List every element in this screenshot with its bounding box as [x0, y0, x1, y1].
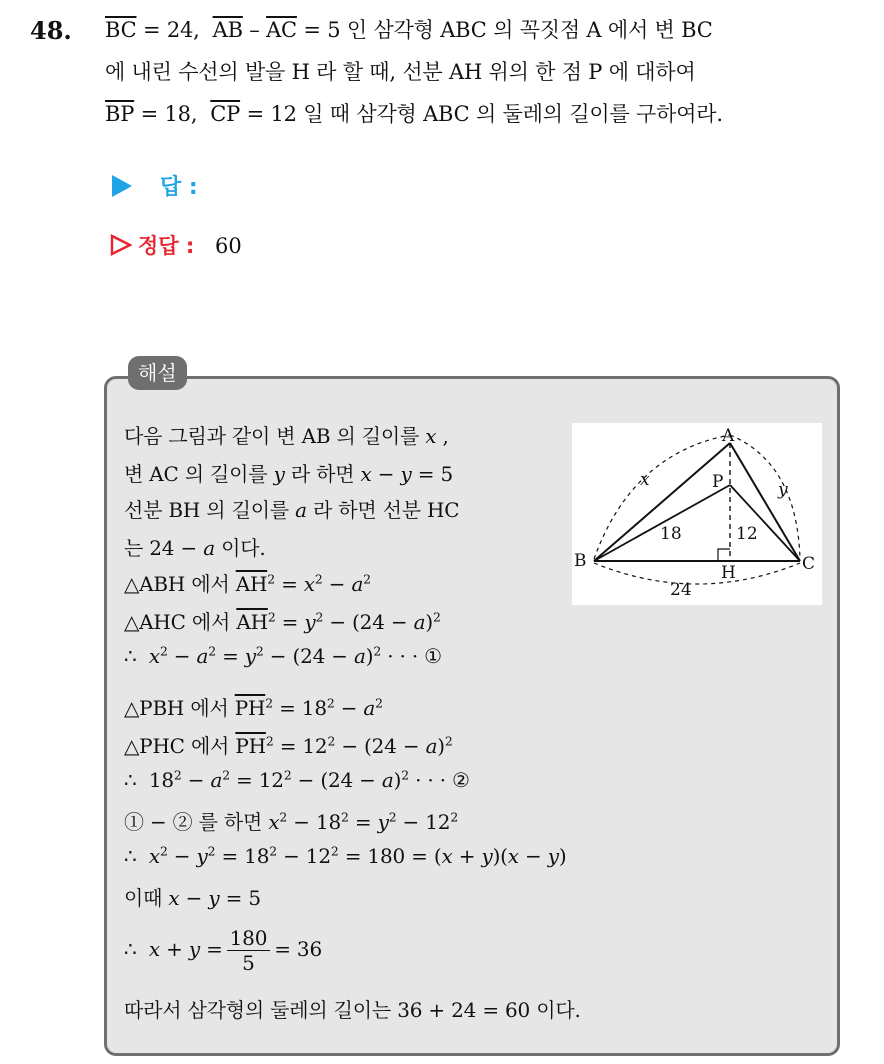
exp: 2: [373, 643, 382, 659]
exp: 2: [255, 643, 264, 659]
t: 다음 그림과 같이 변 AB 의 길이를: [124, 424, 426, 448]
var-x: x: [360, 462, 372, 486]
var-x: x: [441, 844, 453, 868]
segment-ah: $\overline{AH}$: [235, 572, 268, 596]
t: ∴: [124, 644, 149, 668]
t: =: [275, 610, 305, 634]
triangle-diagram: [572, 423, 822, 605]
var-a: a: [413, 610, 426, 634]
answer-label: [112, 170, 198, 201]
problem-number: 48.: [30, 16, 72, 45]
t: ∴: [124, 937, 149, 961]
label-x: x: [640, 470, 650, 490]
var-x: x: [268, 810, 280, 834]
t: −: [181, 768, 211, 792]
exp: 2: [222, 767, 230, 783]
segment-ab: $\overline{AB}$: [212, 18, 243, 42]
solution-line-3: [124, 494, 459, 523]
t: −: [518, 844, 548, 868]
exp: 2: [279, 809, 288, 825]
var-a: a: [425, 734, 438, 758]
numerator: 180: [227, 926, 271, 951]
t: 는 24 −: [124, 536, 204, 560]
exp: 2: [363, 571, 371, 587]
t: =: [274, 572, 304, 596]
t: −: [167, 644, 197, 668]
exp: 2: [327, 733, 336, 749]
var-a: a: [351, 572, 364, 596]
t: = 18: [272, 696, 327, 720]
var-y: y: [208, 886, 220, 910]
t: − (24 −: [335, 734, 426, 758]
exp: 2: [208, 643, 216, 659]
exp: 2: [314, 571, 323, 587]
label-a: A: [722, 426, 735, 446]
var-x: x: [425, 424, 437, 448]
exp: 2: [207, 843, 216, 859]
var-y: y: [273, 462, 285, 486]
t: −: [179, 886, 209, 910]
var-y: y: [188, 937, 200, 961]
problem-line-1: [105, 14, 713, 44]
answer-label-text: 답 :: [160, 175, 198, 200]
solution-line-5: [124, 568, 371, 597]
t: △AHC 에서: [124, 610, 237, 634]
var-y: y: [547, 844, 559, 868]
text: –: [242, 18, 267, 42]
solution-line-12: [124, 844, 566, 868]
t: =: [199, 937, 223, 961]
exp: 2: [283, 767, 292, 783]
solution-line-4: [124, 532, 266, 561]
arc-bc: [594, 563, 800, 584]
t: − (24 −: [291, 768, 382, 792]
t: 이때: [124, 886, 169, 910]
var-x: x: [168, 886, 180, 910]
var-a: a: [210, 768, 223, 792]
exp: 2: [265, 695, 273, 711]
var-y: y: [481, 844, 493, 868]
var-a: a: [196, 644, 209, 668]
problem-line-3: [105, 98, 723, 128]
solution-line-10: [124, 768, 470, 792]
solution-line-15: 따라서 삼각형의 둘레의 길이는 36 + 24 = 60 이다.: [124, 998, 581, 1022]
exp: 2: [269, 843, 277, 859]
t: 라 하면: [284, 462, 361, 486]
solution-line-11: [124, 806, 458, 835]
t: △PBH 에서: [124, 696, 235, 720]
t: − 18: [287, 810, 342, 834]
exp: 2: [265, 733, 274, 749]
t: +: [159, 937, 189, 961]
segment-cp: [730, 485, 800, 561]
t: −: [167, 844, 197, 868]
var-y: y: [400, 462, 412, 486]
var-x: x: [148, 644, 160, 668]
t: =: [215, 644, 245, 668]
label-p: P: [712, 472, 724, 492]
t: = 12: [273, 734, 328, 758]
t: ,: [436, 424, 449, 448]
t: ): [558, 844, 567, 868]
segment-ph: $\overline{PH}$: [234, 696, 266, 720]
t: ): [437, 734, 445, 758]
label-c: C: [802, 554, 816, 574]
exp: 2: [375, 695, 383, 711]
t: ): [425, 610, 433, 634]
t: −: [322, 572, 352, 596]
exp: 2: [267, 571, 275, 587]
t: △PHC 에서: [124, 734, 236, 758]
t: −: [371, 462, 401, 486]
var-a: a: [354, 644, 366, 668]
t: = 18: [215, 844, 270, 868]
var-a: a: [203, 536, 215, 560]
label-24: 24: [670, 580, 692, 600]
exp: 2: [267, 609, 276, 625]
exp: 2: [330, 843, 339, 859]
label-h: H: [721, 563, 736, 583]
t: = 5: [411, 462, 454, 486]
segment-ah: $\overline{AH}$: [236, 610, 268, 634]
outline-triangle-icon: [110, 234, 132, 256]
exp: 2: [341, 809, 349, 825]
problem-line-2: 에 내린 수선의 발을 H 라 할 때, 선분 AH 위의 한 점 P 에 대하여: [105, 60, 696, 84]
solution-line-14: [124, 926, 322, 975]
fraction: [227, 926, 271, 975]
t: +: [452, 844, 482, 868]
var-a: a: [295, 498, 307, 522]
solution-line-1: [124, 420, 449, 449]
solution-line-2: [124, 458, 453, 487]
t: · · · ②: [408, 768, 470, 792]
segment-ph: $\overline{PH}$: [235, 734, 266, 758]
label-b: B: [574, 551, 587, 571]
exp: 2: [444, 733, 453, 749]
text: = 24,: [136, 18, 213, 42]
solution-line-8: [124, 692, 383, 721]
solution-line-7: [124, 644, 442, 668]
correct-value: 60: [214, 234, 242, 258]
t: = 5: [219, 886, 261, 910]
t: · · · ①: [381, 644, 442, 668]
denominator: 5: [242, 951, 255, 975]
label-18: 18: [660, 524, 682, 544]
triangle-figure: [572, 423, 822, 605]
var-y: y: [377, 810, 389, 834]
var-y: y: [244, 644, 256, 668]
t: ① − ② 를 하면: [124, 810, 269, 834]
t: − 12: [276, 844, 331, 868]
label-y: y: [778, 480, 788, 500]
exp: 2: [315, 609, 324, 625]
segment-bc: $\overline{BC}$: [105, 18, 137, 42]
exp: 2: [388, 809, 397, 825]
text: = 12 일 때 삼각형 ABC 의 둘레의 길이를 구하여라.: [240, 102, 723, 126]
t: = 36: [274, 937, 322, 961]
var-x: x: [303, 572, 315, 596]
segment-bp: [594, 485, 730, 561]
var-x: x: [507, 844, 519, 868]
t: − (24 −: [263, 644, 354, 668]
segment-bp: $\overline{BP}$: [105, 102, 135, 126]
t: − (24 −: [323, 610, 414, 634]
exp: 2: [173, 767, 182, 783]
solution-line-6: [124, 606, 441, 635]
text: = 18,: [134, 102, 211, 126]
t: = 12: [229, 768, 284, 792]
t: 선분 BH 의 길이를: [124, 498, 296, 522]
label-12: 12: [736, 524, 758, 544]
var-y: y: [304, 610, 316, 634]
var-y: y: [196, 844, 208, 868]
right-angle-mark: [718, 549, 730, 561]
t: 이다.: [214, 536, 266, 560]
t: ): [365, 644, 374, 668]
text: = 5 인 삼각형 ABC 의 꼭짓점 A 에서 변 BC: [296, 18, 713, 42]
solution-tab: 해설: [128, 356, 187, 390]
t: 라 하면 선분 HC: [306, 498, 460, 522]
correct-label: 정답 :: [138, 234, 195, 258]
t: 변 AC 의 길이를: [124, 462, 274, 486]
play-triangle-icon: [112, 175, 132, 197]
t: ∴ 18: [124, 768, 174, 792]
segment-cp: $\overline{CP}$: [210, 102, 241, 126]
t: )(: [492, 844, 508, 868]
t: = 180 = (: [338, 844, 442, 868]
var-x: x: [148, 844, 160, 868]
var-a: a: [381, 768, 394, 792]
var-x: x: [148, 937, 160, 961]
exp: 2: [159, 643, 168, 659]
exp: 2: [432, 609, 441, 625]
t: =: [348, 810, 378, 834]
exp: 2: [326, 695, 335, 711]
t: △ABH 에서: [124, 572, 236, 596]
var-a: a: [363, 696, 376, 720]
solution-line-13: [124, 882, 261, 911]
exp: 2: [450, 809, 459, 825]
exp: 2: [159, 843, 168, 859]
t: ∴: [124, 844, 149, 868]
t: −: [334, 696, 364, 720]
solution-line-9: [124, 730, 453, 759]
correct-answer: [110, 230, 242, 260]
t: − 12: [396, 810, 451, 834]
segment-ac: $\overline{AC}$: [266, 18, 297, 42]
t: ): [393, 768, 402, 792]
exp: 2: [401, 767, 409, 783]
